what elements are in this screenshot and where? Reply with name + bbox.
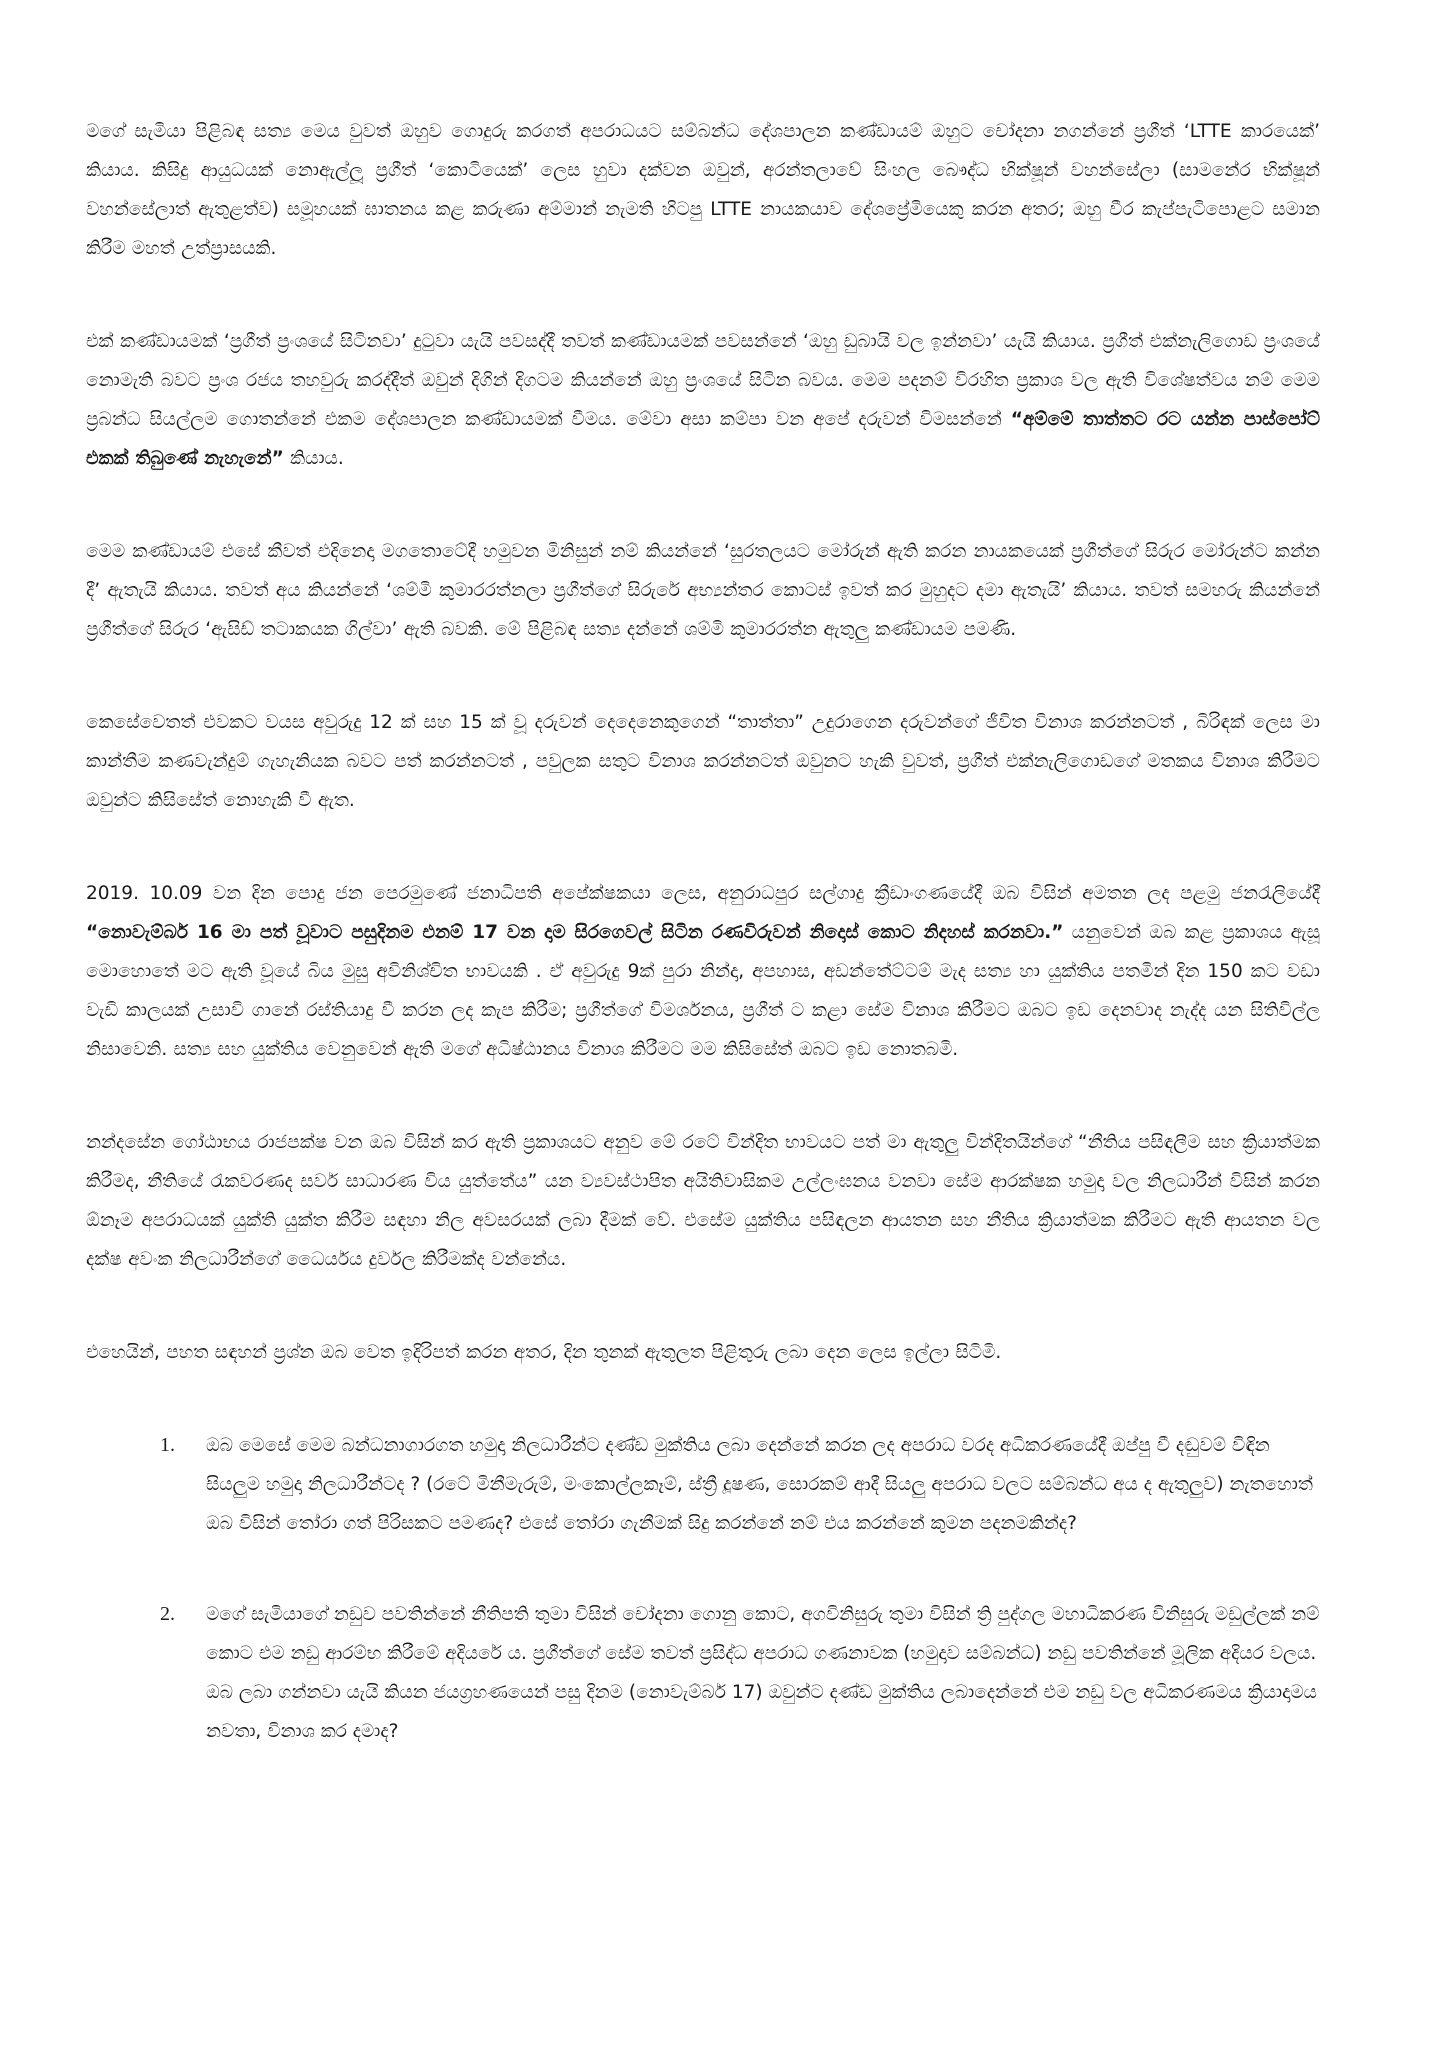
question-number: 2. [160, 1603, 175, 1625]
paragraph-text: නන්දසේන ගෝඨාභය රාජපක්ෂ වන ඔබ විසින් කර ඇති ප්‍රකාශයට අනුව මේ රටේ වින්දිත භාවයට පත් මා ඇතුලු වින්දිතයින්ගේ “නීතිය පසිඳලීම සහ ක්‍රියාත්මක කිරීමද, නීතියේ රැකවරණද සර්ව සාධාරණ විය යුත්තේය” යන ව්‍යවස්ථාපිත අයිතිවාසිකම උල්ලංඝනය වනවා සේම ආරක්ෂක හමුදා වල නිලධාරීන් විසින් කරන ඕනෑම අපරාධයක් යුක්ති යුක්ත කිරීම සඳහා නිල අවසරයක් ලබා දීමක් වේ. එසේම යුක්තිය පසිඳලන ආයතන සහ නීතිය ක්‍රියාත්මක කිරීමට ඇති ආයතන වල දක්ෂ අවංක නිලධාරීන්ගේ ධෛර්යය දුර්වල කිරීමක්ද වන්නේය. [86, 1132, 1320, 1270]
paragraph-7 [86, 1333, 1320, 1372]
question-text: ඔබ මෙසේ මෙම බන්ධනාගාරගත හමුදා නිලධාරීන්ට දණ්ඩ මුක්තිය ලබා දෙන්නේ කරන ලද අපරාධ වරද අධිකරණයේදී ඔප්පු වී දඬුවම් විඳින සියලුම හමුදා නිලධාරීන්ටද ? (රටේ මිනීමැරුම්, මංකොල්ලකෑම්, ස්ත්‍රී දූෂණ, සොරකම් ආදී සියලු අපරාධ වලට සම්බන්ධ අය ද ඇතුලුව) නැතහොත් ඔබ විසින් තෝරා ගත් පිරිසකට පමණද? එසේ තෝරා ගැනීමක් සිදු කරන්නේ නම් එය කරන්නේ කුමන පදනමකින්ද? [206, 1435, 1313, 1534]
question-list [86, 1426, 1320, 1751]
paragraph-text: මගේ සැමියා පිළිබඳ සත්‍ය මෙය වුවත් ඔහුව ගොදුරු කරගත් අපරාධයට සම්බන්ධ දේශපාලන කණ්ඩායම් ඔහුට චෝදනා නගන්නේ ප්‍රගීත් ‘LTTE කාරයෙක්’ කියාය. කිසිදු ආයුධයක් නොඇල්ලූ ප්‍රගීත් ‘කොටියෙක්’ ලෙස හුවා දක්වන ඔවුන්, අරන්තලාවේ සිංහල බෞද්ධ භික්ෂූන් වහන්සේලා (සාමනේර භික්ෂූන් වහන්සේලාත් ඇතුළත්ව) සමූහයක් ඝාතනය කළ කරුණා අම්මාන් නැමති හිටපු LTTE නායකයාව දේශප්‍රේමියෙකු කරන අතර; ඔහු වීර කැප්පැටිපොළට සමාන කිරීම මහත් උත්ප්‍රාසයකි. [86, 121, 1320, 259]
question-text: මගේ සැමියාගේ නඩුව පවතින්නේ නීතිපති තුමා විසින් චෝදනා ගොනු කොට, අගවිනිසුරු තුමා විසින් ත්‍රි පුද්ගල මහාධිකරණ විනිසුරු මඩුල්ලක් නම් කොට එම නඩු ආරම්භ කිරීමේ අදියරේ ය. ප්‍රගීත්ගේ සේම තවත් ප්‍රසිද්ධ අපරාධ ගණනාවක (හමුදාව සම්බන්ධ) නඩු පවතින්නේ මූලික අදියර වලය. ඔබ ලබා ගන්නවා යැයි කියන ජයග්‍රහණයෙන් පසු දිනම (නොවැම්බර් 17) ඔවුන්ට දණ්ඩ මුක්තිය ලබාදෙන්නේ එම නඩු වල අධිකරණමය ක්‍රියාදාමය නවතා, විනාශ කර දමාද? [206, 1604, 1320, 1742]
question-number: 1. [160, 1434, 175, 1456]
paragraph-text: යනුවෙන් ඔබ කළ ප්‍රකාශය ඇසූ මොහොතේ මට ඇති වූයේ බිය මුසු අවිනිශ්චිත භාවයකි . ඒ අවුරුදු 9ක් පුරා නින්දා, අපහාස, අඩන්තේට්ටම් මැද සත්‍ය හා යුක්තිය පතමින් දින 150 කට වඩා වැඩි කාලයක් උසාවි ගානේ රස්තියාදු වී කරන ලද කැප කිරීම; ප්‍රගීත්ගේ විමර්ශනය, ප්‍රගීත් ට කළා සේම විනාශ කිරීමට ඔබට ඉඩ දෙනවාද නැද්ද යන සිතිවිල්ල නිසාවෙනි. සත්‍ය සහ යුක්තිය වෙනුවෙන් ඇති මගේ අධිෂ්ඨානය විනාශ කිරීමට මම කිසිසේත් ඔබට ඉඩ නොතබමි. [86, 922, 1320, 1060]
bold-quote: “නොවැම්බර් 16 මා පත් වූවාට පසුදිනම එනම් 17 වන දාම සිරගෙවල් සිටින රණවිරුවන් නිදොස් කොට නිදහස් කරනවා.” [86, 922, 1064, 943]
paragraph-text: කියාය. [283, 448, 344, 469]
paragraph-text: 2019. 10.09 වන දින පොදු ජන පෙරමුණේ ජනාධිපති අපේක්ෂකයා ලෙස, අනුරාධපුර සල්ගාදු ක්‍රීඩාංගණයේදී ඔබ විසින් අමතන ලද පළමු ජනරැලියේදී [86, 883, 1320, 904]
paragraph-text: එහෙයින්, පහත සඳහන් ප්‍රශ්න ඔබ වෙත ඉදිරිපත් කරන අතර, දින තුනක් ඇතුලත පිළිතුරු ලබා දෙන ලෙස ඉල්ලා සිටිමි. [86, 1342, 1002, 1363]
paragraph-4 [86, 703, 1320, 820]
question-item [86, 1595, 1320, 1751]
paragraph-text: එක් කණ්ඩායමක් ‘ප්‍රගීත් ප්‍රංශයේ සිටිනවා’ දුටුවා යැයි පවසද්දී තවත් කණ්ඩායමක් පවසන්නේ ‘ඔහු ඩුබායි වල ඉන්නවා’ යැයි කියාය. ප්‍රගීත් එක්නැලිගොඩ ප්‍රංශයේ නොමැති බවට ප්‍රංශ රජය තහවුරු කරද්දීත් ඔවුන් දිගින් දිගටම කියන්නේ ඔහු ප්‍රංශයේ සිටින බවය. මෙම පදනම් විරහිත ප්‍රකාශ වල ඇති විශේෂත්වය නම් මෙම ප්‍රබන්ධ සියල්ලම ගොතන්නේ එකම දේශපාලන කණ්ඩායමක් වීමය. මේවා අසා කම්පා වන අපේ දරුවන් විමසන්නේ [86, 331, 1320, 430]
paragraph-text: මෙම කණ්ඩායම් එසේ කීවත් එදිනෙදා මගතොටේදී හමුවන මිනිසුන් නම් කියන්නේ ‘සුරතලයට මෝරුන් ඇති කරන නායකයෙක් ප්‍රගීත්ගේ සිරුර මෝරුන්ට කන්න දී’ ඇතැයි කියාය. තවත් අය කියන්නේ ‘ශම්මි කුමාරරත්නලා ප්‍රගීත්ගේ සිරුරේ අභ්‍යන්තර කොටස් ඉවත් කර මුහුදට දමා ඇතැයි’ කියාය. තවත් සමහරු කියන්නේ ප්‍රගීත්ගේ සිරුර ‘ඇසිඩ් තටාකයක ගිල්වා’ ඇති බවකි. මේ පිළිබඳ සත්‍ය දන්නේ ශම්මි කුමාරරත්න ඇතුලු කණ්ඩායම පමණි. [86, 541, 1320, 640]
paragraph-6 [86, 1123, 1320, 1279]
question-item [86, 1426, 1320, 1543]
paragraph-1 [86, 112, 1320, 268]
paragraph-text: කෙසේවෙතත් එවකට වයස අවුරුදු 12 ක් සහ 15 ක් වූ දරුවන් දෙදෙනෙකුගෙන් “තාත්තා” උදුරාගෙන දරුවන්ගේ ජීවිත විනාශ කරන්නටත් , බිරිඳක් ලෙස මා කාන්තීම කණවැන්දුම් ගැහැනියක බවට පත් කරන්නටත් , පවුලක සතුට විනාශ කරන්නටත් ඔවුනට හැකි වුවත්, ප්‍රගීත් එක්නැලිගොඩගේ මතකය විනාශ කිරීමට ඔවුන්ට කිසිසේත් නොහැකි වී ඇත. [86, 712, 1320, 811]
paragraph-2 [86, 322, 1320, 478]
paragraph-3 [86, 532, 1320, 649]
bold-quote: “අම්මේ තාත්තට රට යන්න පාස්පෝට් එකක් තිබුණේ නැහැනේ” [86, 409, 1320, 469]
paragraph-5 [86, 874, 1320, 1069]
